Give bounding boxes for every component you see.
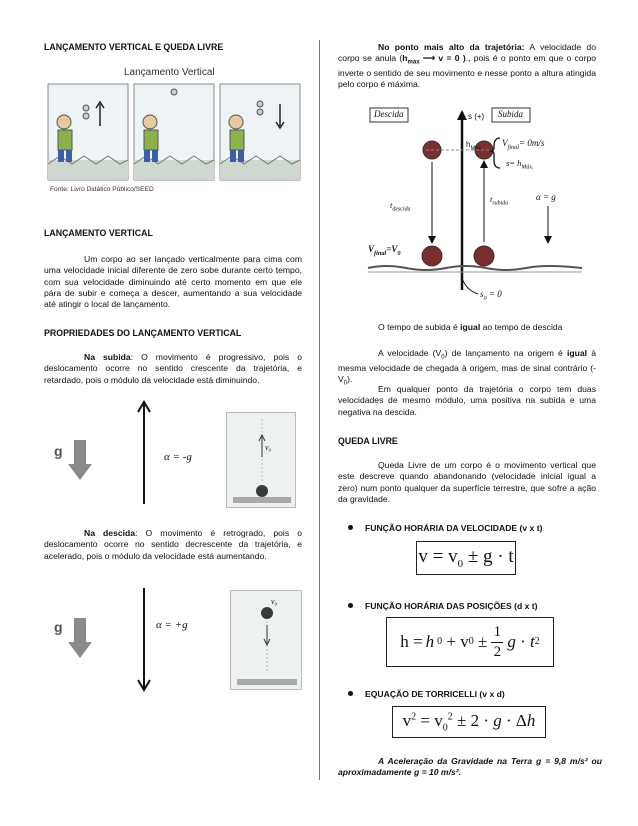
gravity-down-arrow-icon <box>66 614 94 660</box>
figure-descida <box>44 584 302 696</box>
vfinal-top-label <box>502 138 544 152</box>
s-positive-label: s (+) <box>468 112 485 121</box>
text-fragment: à mesma velocidade de chegada à origem, mas de sinal contrário (-V <box>338 348 596 384</box>
paragraph-text: Um corpo ao ser lançado verticalmente para cima com uma velocidade inicial diferente de zero sobe durante certo tempo, com sua velocidade diminuindo até certo momento em que ele pára de subir e começa a descer, aumentando a sua velocidade até atingir o local de lançamento. <box>44 254 302 310</box>
gravity-label: g <box>54 443 63 459</box>
sub: 0 <box>343 380 348 387</box>
bullet-torricelli <box>348 689 505 700</box>
text-fragment: ) de lançamento na origem é <box>444 348 567 358</box>
v0-label: v₀ <box>271 597 278 606</box>
subida-label: Na subida <box>84 352 131 362</box>
ball-down-image <box>230 590 302 690</box>
hmax-symbol: h <box>402 53 408 64</box>
v-symbol: V <box>502 138 508 148</box>
qualquer-ponto-paragraph <box>338 384 596 418</box>
text-fragment: A velocidade (V <box>378 348 442 358</box>
text-fragment: ao tempo de descida <box>480 322 563 332</box>
page-title: LANÇAMENTO VERTICAL E QUEDA LIVRE <box>44 42 224 52</box>
descida-text: : O movimento é retrogrado, pois o deslocamento ocorre no sentido decrescente da trajetória, e acelerado, pois o módulo da velocidade está aumentando. <box>44 528 302 561</box>
v-value: = 0m/s <box>519 138 545 148</box>
text-fragment: ). <box>347 374 353 384</box>
hmax-symbol: h <box>466 140 471 149</box>
paragraph-text: Em qualquer ponto da trajetória o corpo tem duas velocidades de mesmo módulo, uma positiva na subida e uma negativa na descida. <box>338 384 596 417</box>
bullet-funcao-velocidade <box>348 523 542 534</box>
ponto-mais-alto-label: No ponto mais alto da trajetória: <box>378 42 525 52</box>
figure-lancamento-vertical <box>46 62 302 198</box>
s-eq: s= h <box>506 158 522 168</box>
paragraph-text: Queda Livre de um corpo é o movimento vertical que este descreve quando abandonando (velocidade inicial igual a zero) num ponto qualquer da superfície terrestre, que sofre a ação da gravidade. <box>338 460 596 505</box>
column-divider <box>319 40 320 780</box>
t-sub: descida <box>392 206 411 213</box>
bullet-label: FUNÇÃO HORÁRIA DA VELOCIDADE (v x t) <box>365 523 543 533</box>
queda-livre-paragraph <box>338 460 596 505</box>
text-fragment: ., pois é o ponto em que o corpo inverte o sentido de seu movimento e nesse ponto a altura atingida pelo corpo é máxima. <box>338 53 597 90</box>
ball-up-image <box>226 412 296 508</box>
ponto-mais-alto-paragraph <box>338 42 596 91</box>
text-fragment: A velocidade do corpo se anula ( <box>338 42 596 64</box>
s-hmax-label <box>506 158 533 173</box>
descida-label: Na descida <box>84 528 136 538</box>
s-symbol: s <box>480 289 484 299</box>
t-sub: subida <box>492 200 509 207</box>
bullet-label: FUNÇÃO HORÁRIA DAS POSIÇÕES (d x t) <box>365 601 538 611</box>
bold-igual: igual <box>567 348 588 358</box>
v-sub: final <box>374 249 387 257</box>
s-sub: 0 <box>483 294 487 302</box>
v0-label: v₀ <box>265 443 272 452</box>
v-symbol: V <box>368 244 375 254</box>
bullet-label: EQUAÇÃO DE TORRICELLI (v x d) <box>365 689 505 699</box>
tempo-paragraph <box>338 322 596 333</box>
panel-2 <box>134 84 214 180</box>
s-value: = 0 <box>486 289 502 299</box>
figure-panels <box>46 82 302 186</box>
subida-paragraph <box>44 352 302 386</box>
subida-text: : O movimento é progressivo, pois o deslocamento ocorre no sentido crescente da trajetória, e retardado, pois o módulo da velocidade está diminuindo. <box>44 352 302 385</box>
gravity-note <box>338 756 602 779</box>
t-symbol: t <box>490 194 493 204</box>
gravity-label: g <box>54 619 63 635</box>
figure-source: Fonte: Livro Didático Público/SEED <box>50 186 154 193</box>
figure-subida <box>44 398 302 510</box>
alpha-plus-g: α = +g <box>156 619 188 631</box>
section-lancamento-vertical-title: LANÇAMENTO VERTICAL <box>44 228 153 238</box>
trajectory-up-arrow-icon <box>136 400 152 506</box>
v-sub: final <box>507 143 520 151</box>
bold-igual: igual <box>460 322 481 332</box>
t-descida-label <box>390 200 411 215</box>
alpha-g-label: α = g <box>536 192 556 202</box>
section-propriedades-title: PROPRIEDADES DO LANÇAMENTO VERTICAL <box>44 328 242 338</box>
section-lancamento-vertical-text <box>44 254 302 311</box>
bullet-funcao-posicoes <box>348 601 538 612</box>
text-fragment: O tempo de subida é <box>378 322 461 332</box>
arrow-v-zero: ⟶ v = 0 ) <box>419 53 466 64</box>
descida-box-label: Descida <box>374 109 404 119</box>
panel-3 <box>220 84 300 180</box>
hmax-sub: Máx <box>470 145 482 152</box>
vfinal-bottom-label <box>368 244 401 258</box>
formula-torricelli: $v^2 = v_0^2 \pm 2 \cdot g \cdot \Delta h$ <box>392 706 546 738</box>
formula-posicoes: h = h 0 + v 0 ± 1 2 g · t 2 <box>386 617 554 667</box>
gravity-note-text: A Aceleração da Gravidade na Terra g = 9,8 m/s² ou aproximadamente g = 10 m/s². <box>338 756 602 778</box>
hmax-sub: max <box>407 60 420 67</box>
subida-box-label: Subida <box>498 109 524 119</box>
t-symbol: t <box>390 200 393 210</box>
trajectory-down-arrow-icon <box>136 586 152 692</box>
t-subida-label <box>490 194 508 209</box>
v-value-sub: 0 <box>397 249 401 257</box>
trajectory-diagram <box>366 104 584 304</box>
sub: 0 <box>441 354 445 361</box>
gravity-down-arrow-icon <box>66 436 94 482</box>
queda-livre-title: QUEDA LIVRE <box>338 436 398 446</box>
hmax-label <box>466 140 481 153</box>
alpha-minus-g: α = -g <box>164 451 192 463</box>
formula-velocidade: $v = v_0 \pm g \cdot t$ <box>416 541 516 575</box>
panel-1 <box>48 84 128 180</box>
s0-label <box>480 289 502 303</box>
figure-title: Lançamento Vertical <box>124 67 215 78</box>
s-eq-sub: Máx. <box>521 164 534 171</box>
v-value: =V <box>386 244 398 254</box>
descida-paragraph <box>44 528 302 562</box>
velocidade-paragraph <box>338 348 596 389</box>
